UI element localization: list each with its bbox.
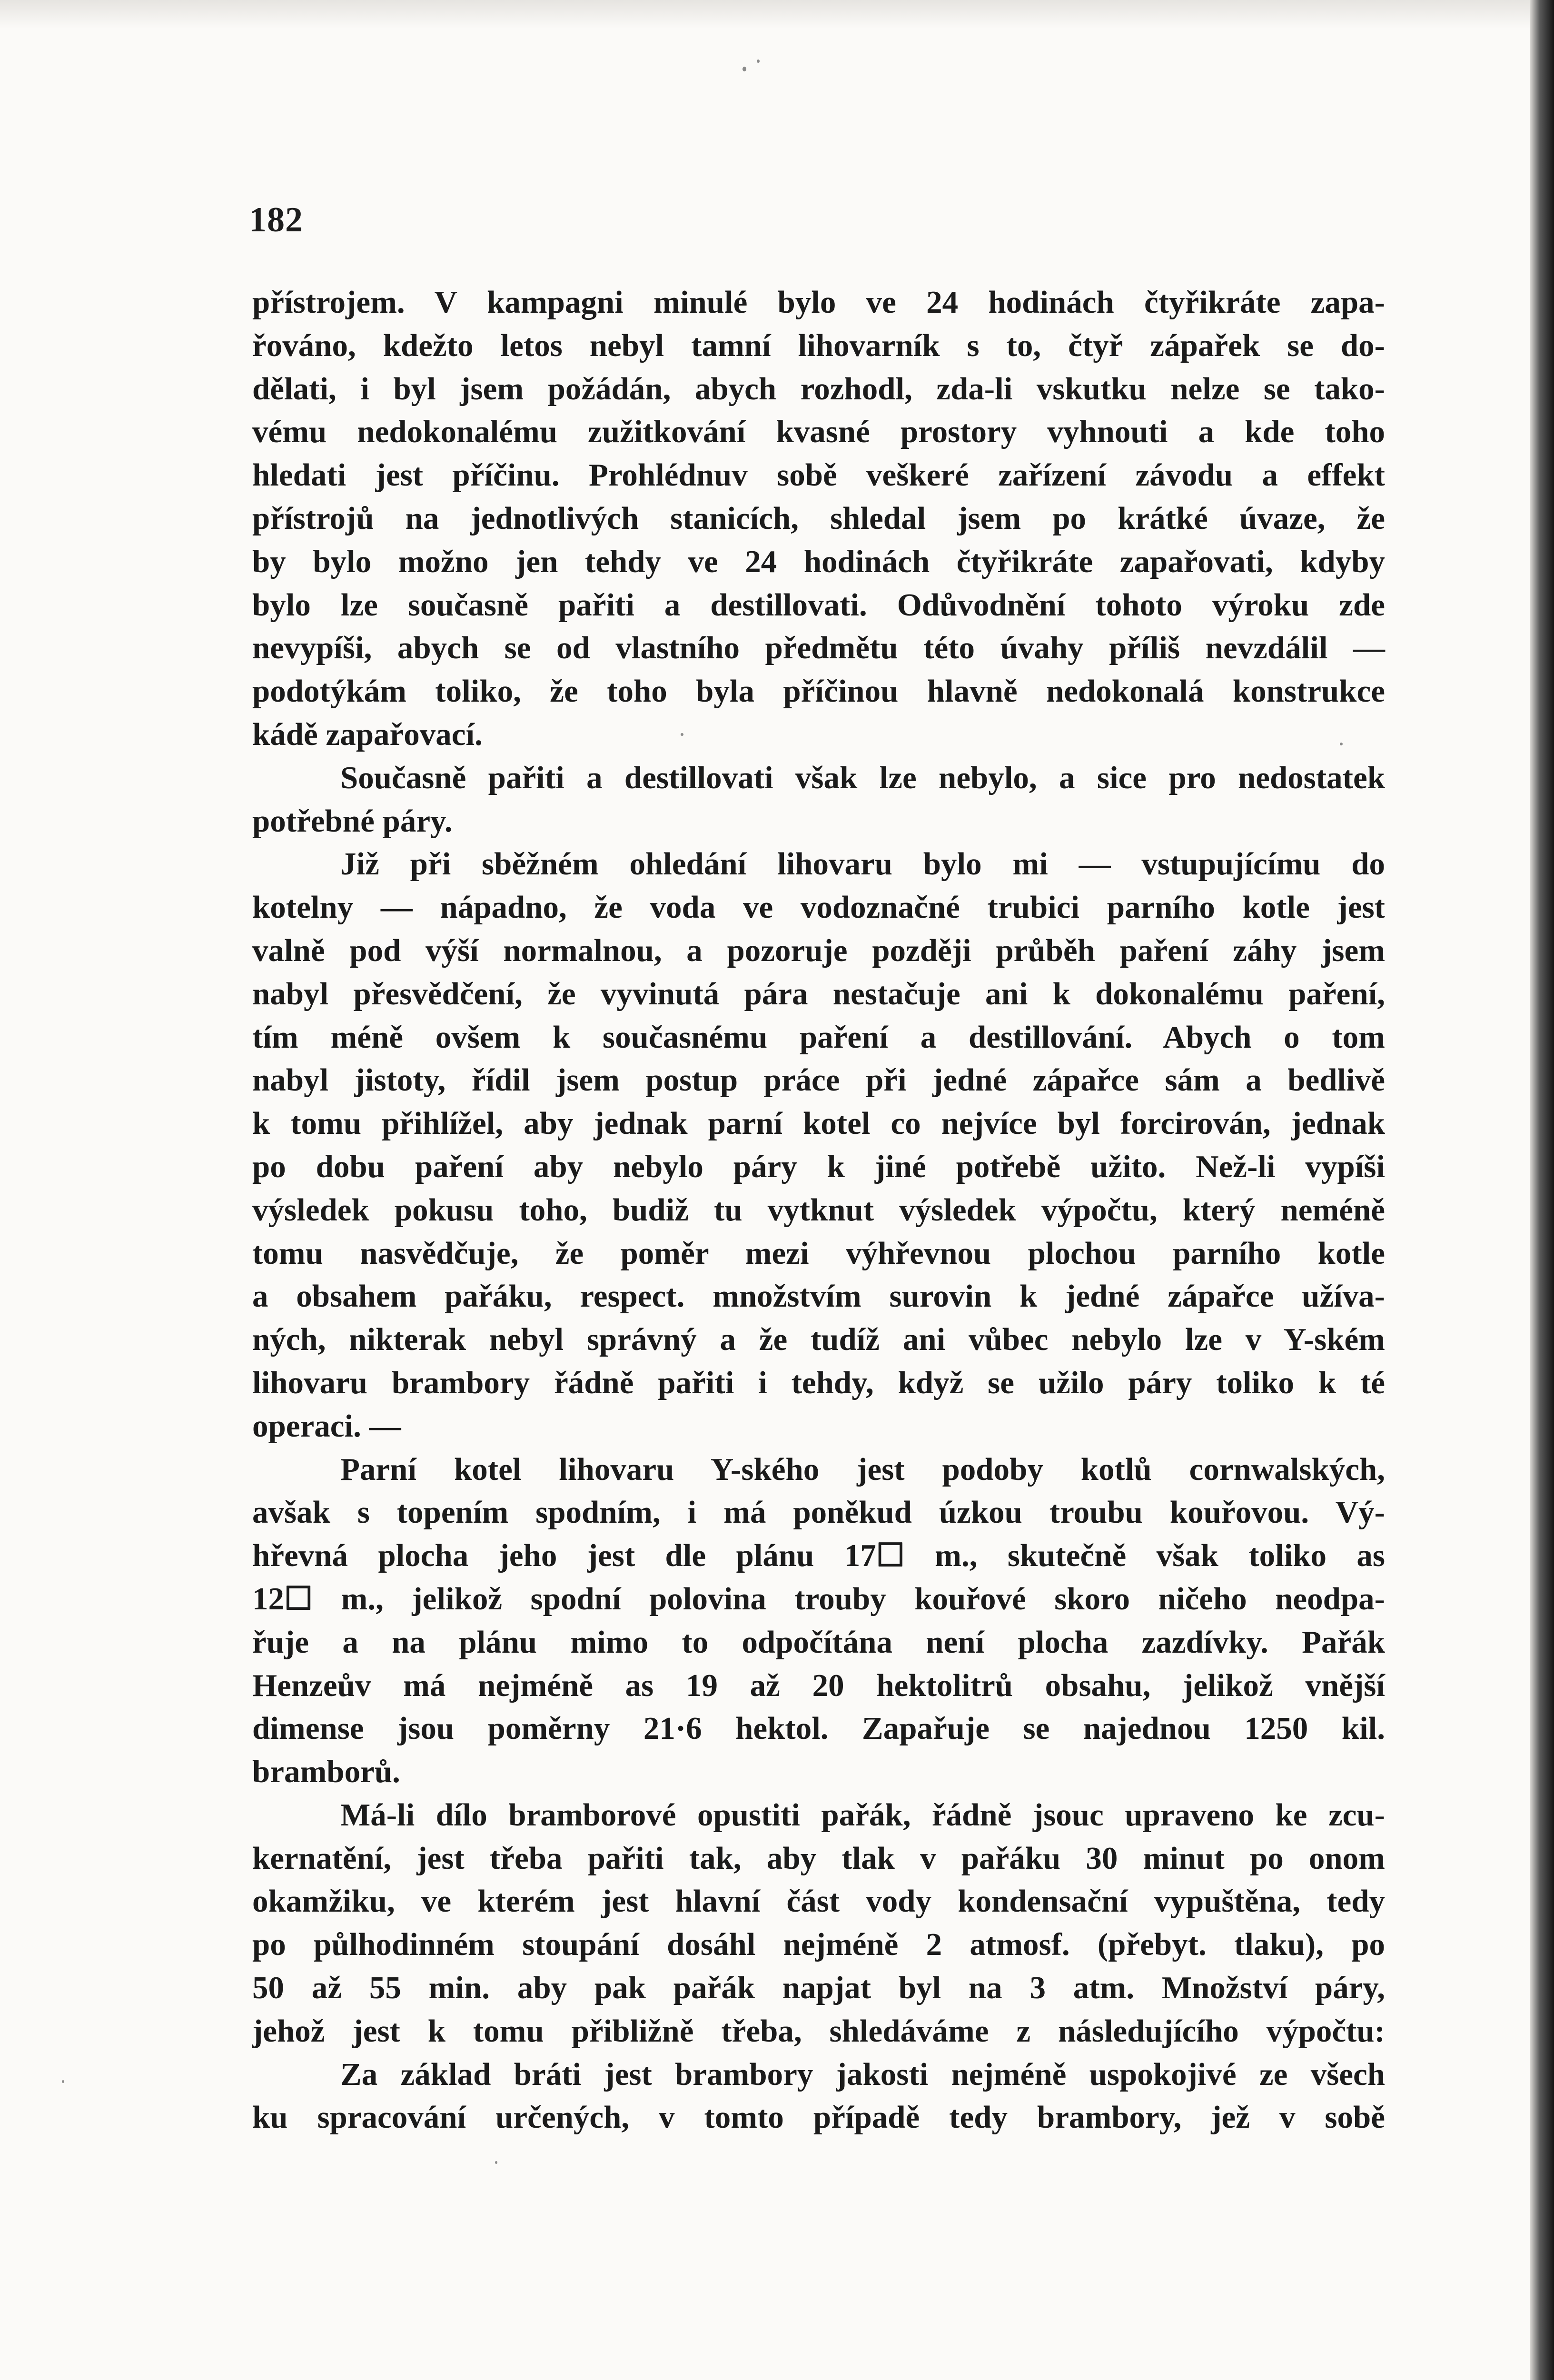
text-line: hřevná plocha jeho jest dle plánu 17☐ m., skutečně však toliko as (252, 1538, 1385, 1574)
text-line: dimense jsou poměrny 21·6 hektol. Zapařuje se najednou 1250 kil. (252, 1711, 1385, 1746)
text-line: kádě zapařovací. (252, 716, 483, 752)
text-line: tím méně ovšem k současnému paření a destillování. Abych o tom (252, 1019, 1385, 1055)
dust-speck (742, 67, 746, 71)
dust-speck (495, 2161, 497, 2164)
text-line: nabyl jistoty, řídil jsem postup práce při jedné zápařce sám a bedlivě (252, 1062, 1385, 1098)
text-line: nevypíši, abych se od vlastního předmětu této úvahy příliš nevzdálil — (252, 630, 1385, 666)
text-line: nabyl přesvědčení, že vyvinutá pára nestačuje ani k dokonalému paření, (252, 976, 1385, 1012)
text-line: tomu nasvědčuje, že poměr mezi výhřevnou plochou parního kotle (252, 1235, 1385, 1271)
text-line: dělati, i byl jsem požádán, abych rozhodl, zda-li vskutku nelze se tako- (252, 371, 1385, 407)
text-line: Již při sběžném ohledání lihovaru bylo mi — vstupujícímu do (340, 846, 1385, 882)
text-line: 12☐ m., jelikož spodní polovina trouby kouřové skoro ničeho neodpa- (252, 1581, 1385, 1616)
text-line: kernatění, jest třeba pařiti tak, aby tlak v pařáku 30 minut po onom (252, 1840, 1385, 1876)
text-line: ných, nikterak nebyl správný a že tudíž ani vůbec nebylo lze v Y-ském (252, 1322, 1385, 1358)
dust-speck (757, 60, 760, 63)
text-line: Henzeův má nejméně as 19 až 20 hektolitrů obsahu, jelikož vnější (252, 1667, 1385, 1703)
text-line: vému nedokonalému zužitkování kvasné prostory vyhnouti a kde toho (252, 414, 1385, 450)
page-binding-edge (1530, 0, 1554, 2380)
text-line: k tomu přihlížel, aby jednak parní kotel co nejvíce byl forcirován, jednak (252, 1106, 1385, 1141)
text-line: přístrojem. V kampagni minulé bylo ve 24 hodinách čtyřikráte zapa- (252, 285, 1385, 320)
text-line: po půlhodinném stoupání dosáhl nejméně 2 atmosf. (přebyt. tlaku), po (252, 1927, 1385, 1963)
text-line: Současně pařiti a destillovati však lze nebylo, a sice pro nedostatek (340, 760, 1385, 795)
text-line: avšak s topením spodním, i má poněkud úzkou troubu kouřovou. Vý- (252, 1495, 1385, 1530)
text-line: jehož jest k tomu přibližně třeba, shledáváme z následujícího výpočtu: (252, 2013, 1385, 2049)
text-line: ku spracování určených, v tomto případě tedy brambory, jež v sobě (252, 2100, 1385, 2135)
text-line: okamžiku, ve kterém jest hlavní část vody kondensační vypuštěna, tedy (252, 1884, 1385, 1919)
text-line: a obsahem pařáku, respect. množstvím surovin k jedné zápařce užíva- (252, 1279, 1385, 1314)
text-line: výsledek pokusu toho, budiž tu vytknut výsledek výpočtu, který neméně (252, 1192, 1385, 1228)
text-line: po dobu paření aby nebylo páry k jiné potřebě užito. Než-li vypíši (252, 1149, 1385, 1184)
text-line: valně pod výší normalnou, a pozoruje později průběh paření záhy jsem (252, 932, 1385, 968)
text-line: 50 až 55 min. aby pak pařák napjat byl na 3 atm. Množství páry, (252, 1970, 1385, 2006)
text-line: potřebné páry. (252, 803, 453, 839)
text-line: Parní kotel lihovaru Y-ského jest podoby kotlů cornwalských, (340, 1451, 1385, 1487)
text-line: operaci. — (252, 1408, 401, 1444)
body-text (252, 281, 1385, 2139)
page-number: 182 (249, 200, 303, 239)
text-line: lihovaru brambory řádně pařiti i tehdy, když se užilo páry toliko k té (252, 1365, 1385, 1400)
text-line: bramborů. (252, 1754, 400, 1790)
text-line: bylo lze současně pařiti a destillovati. Odůvodnění tohoto výroku zde (252, 587, 1385, 623)
text-line: řuje a na plánu mimo to odpočítána není plocha zazdívky. Pařák (252, 1624, 1385, 1660)
text-line: přístrojů na jednotlivých stanicích, shledal jsem po krátké úvaze, že (252, 500, 1385, 536)
text-line: Za základ bráti jest brambory jakosti nejméně uspokojivé ze všech (340, 2056, 1385, 2092)
text-line: podotýkám toliko, že toho byla příčinou hlavně nedokonalá konstrukce (252, 674, 1385, 709)
dust-speck (62, 2080, 64, 2083)
text-line: kotelny — nápadno, že voda ve vodoznačné trubici parního kotle jest (252, 890, 1385, 925)
text-line: hledati jest příčinu. Prohlédnuv sobě veškeré zařízení závodu a effekt (252, 457, 1385, 493)
top-shadow (0, 0, 1530, 29)
text-line: řováno, kdežto letos nebyl tamní lihovarník s to, čtyř zápařek se do- (252, 327, 1385, 363)
text-line: Má-li dílo bramborové opustiti pařák, řádně jsouc upraveno ke zcu- (340, 1797, 1385, 1833)
text-line: by bylo možno jen tehdy ve 24 hodinách čtyřikráte zapařovati, kdyby (252, 544, 1385, 579)
